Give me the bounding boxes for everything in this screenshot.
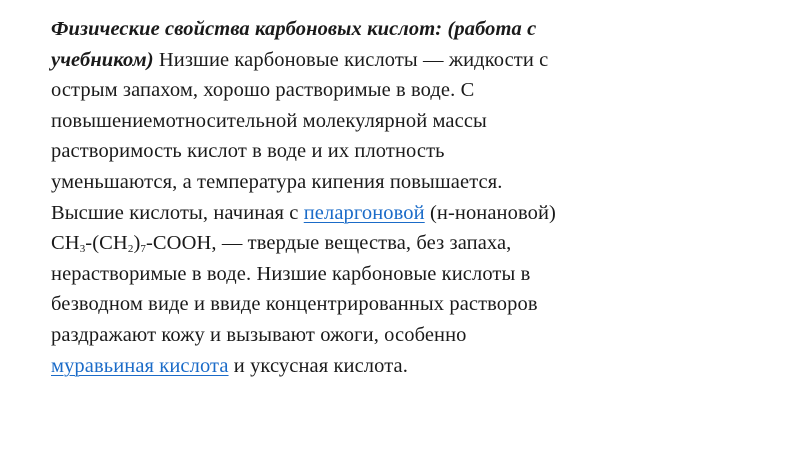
body-line-12 (51, 351, 751, 382)
pelargonic-acid-link[interactable]: пеларгоновой (303, 201, 425, 224)
formic-acid-link[interactable]: муравьиная кислота (51, 354, 229, 377)
formula-line (51, 228, 751, 259)
body-line-4: повышениемотносительной молекулярной массы (51, 109, 487, 132)
body-line-9: нерастворимые в воде. Низшие карбоновые кислоты в (51, 262, 531, 285)
heading-line-2: учебником) (51, 48, 154, 71)
formula-mid: -(CH (85, 232, 128, 255)
formula-sub-1: 3 (79, 243, 86, 256)
body-line-10: безводном виде и ввиде концентрированных растворов (51, 293, 538, 316)
body-line-5: растворимость кислот в воде и их плотность (51, 140, 445, 163)
formula-paren: ) (133, 232, 141, 255)
text-line-2 (51, 45, 751, 76)
slide-text (51, 14, 751, 381)
formula-sub-3: 7 (140, 243, 146, 256)
body-line-11: раздражают кожу и вызывают ожоги, особенно (51, 323, 467, 346)
body-line-7-after: (н-нонановой) (424, 201, 556, 224)
heading-line-1: Физические свойства карбоновых кислот: (работа с (51, 18, 537, 40)
formula-rest: -COOH, — твердые вещества, без запаха, (145, 232, 512, 255)
body-line-7 (51, 198, 751, 229)
body-line-7-before: Высшие кислоты, начиная с (51, 201, 304, 224)
body-line-3: острым запахом, хорошо растворимые в воде. С (51, 79, 475, 102)
formula-ch: CH (51, 232, 80, 255)
body-line-2: Низшие карбоновые кислоты — жидкости с (153, 48, 549, 71)
body-line-6: уменьшаются, а температура кипения повышается. (51, 170, 503, 193)
formula-sub-2: 2 (127, 243, 134, 256)
body-line-12-after: и уксусная кислота. (228, 354, 408, 377)
